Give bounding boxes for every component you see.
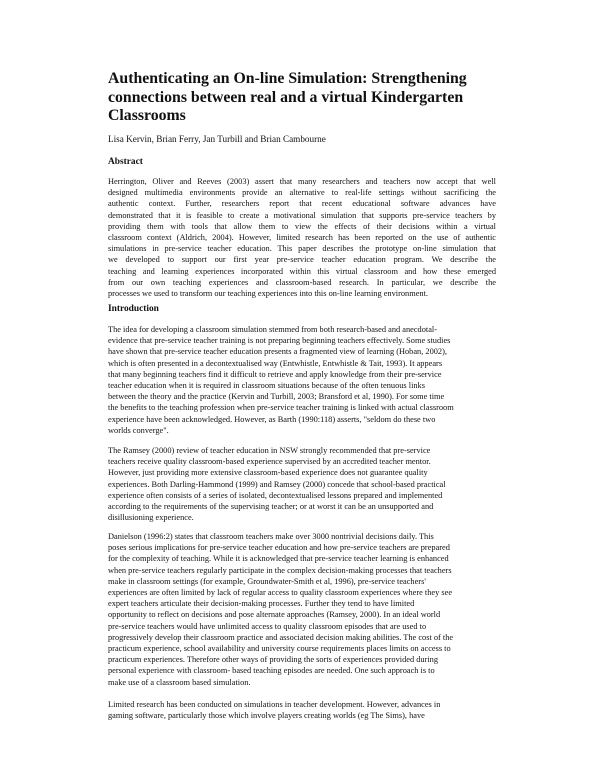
text-line: which is often presented in a decontextualised way (Entwhistle, Entwhistle & Tait, 1993). It appears (108, 358, 443, 368)
intro-paragraph-2 (108, 445, 496, 523)
text-line: progressively develop their classroom practice and associated decision making abilities. The cost of the (108, 632, 454, 642)
text-line: classroom context (Aldrich, 2004). However, limited research has been reported on the use of authentic (108, 233, 496, 243)
text-line: make in classroom settings (for example, Groundwater-Smith et al, 1996), pre-service teachers' (108, 576, 426, 586)
text-line: when pre-service teachers regularly participate in the complex decision-making processes that teachers (108, 565, 452, 575)
text-line: Herrington, Oliver and Reeves (2003) assert that many researchers and teachers now accept that well (108, 177, 496, 186)
intro-paragraph-3 (108, 531, 496, 688)
intro-paragraph-4 (108, 699, 496, 721)
text-line: experiences. Both Darling-Hammond (1999) and Ramsey (2000) concede that school-based practical (108, 479, 446, 489)
text-line: teaching and learning experiences incorporated within this virtual classroom and how these emerged (108, 266, 496, 276)
abstract-heading: Abstract (108, 157, 143, 167)
text-line: disillusioning experience. (108, 513, 194, 523)
text-line: poses serious implications for pre-service teacher education and how pre-service teachers are prepared (108, 543, 450, 553)
text-line: the benefits to the teaching profession when pre-service teacher training is linked with actual classroom (108, 403, 454, 413)
text-line: processes we used to transform our teaching experiences into this on-line learning environment. (108, 289, 428, 299)
intro-paragraph-1 (108, 324, 496, 436)
text-line: opportunity to reflect on decisions and pose alternate approaches (Ramsey, 2000). In an ideal world (108, 610, 441, 620)
title-line: Authenticating an On-line Simulation: Strengthening (108, 70, 467, 87)
text-line: between the theory and the practice (Kervin and Turbill, 2003; Bransford et al, 1990). For some time (108, 392, 445, 402)
title-line: Classrooms (108, 107, 186, 124)
text-line: have shown that pre-service teacher education presents a fragmented view of learning (Hoban, 2002), (108, 347, 447, 357)
text-line: from our own teaching experiences and classroom-based research. In particular, we describe the (108, 277, 496, 287)
text-line: simulations in pre-service teacher education. This paper describes the prototype on-line simulation that (108, 244, 496, 254)
paper-title (108, 70, 528, 126)
text-line: demonstrated that it is feasible to create a motivational simulation that supports pre-service teachers by (108, 210, 496, 220)
abstract-body (108, 176, 496, 299)
text-line: worlds converge". (108, 425, 169, 435)
text-line: providing them with tools that allow them to view the effects of their decisions within a virtual (108, 221, 496, 231)
text-line: experience often consists of a series of isolated, decontextualised lessons prepared and implemented (108, 490, 443, 500)
text-line: practicum experiences. Therefore other ways of providing the sorts of experiences provided during (108, 655, 439, 665)
text-line: However, just providing more extensive classroom-based experience does not guarantee quality (108, 468, 428, 478)
text-line: for the complexity of teaching. While it is acknowledged that pre-service teacher learning is enhanced (108, 554, 449, 564)
text-line: teachers receive quality classroom-based experience supervised by an accredited teacher mentor. (108, 457, 431, 467)
text-line: that many beginning teachers find it difficult to retrieve and apply knowledge from their pre-service (108, 369, 442, 379)
text-line: according to the requirements of the supervising teacher; or at worst it can be an unsupported and (108, 502, 434, 512)
text-line: make use of a classroom based simulation. (108, 677, 251, 687)
text-line: pre-service teachers would have unlimited access to quality classroom episodes that are used to (108, 621, 427, 631)
text-line: expert teachers articulate their decision-making processes. Further they tend to have limited (108, 599, 415, 609)
author-list: Lisa Kervin, Brian Ferry, Jan Turbill and Brian Cambourne (108, 134, 326, 144)
text-line: Danielson (1996:2) states that classroom teachers make over 3000 nontrivial decisions daily. This (108, 532, 434, 541)
introduction-heading: Introduction (108, 304, 159, 314)
text-line: designed multimedia environments provide an alternative to real-life settings without sacrificing the (108, 188, 496, 198)
text-line: evidence that pre-service teacher training is not preparing beginning teachers effectively. Some studies (108, 336, 451, 346)
text-line: experiences are often limited by lack of regular access to quality classroom experiences where they see (108, 588, 453, 598)
text-line: gaming software, particularly those which involve players creating worlds (eg The Sims), have (108, 711, 425, 721)
text-line: The Ramsey (2000) review of teacher education in NSW strongly recommended that pre-service (108, 446, 431, 455)
text-line: personal experience with classroom- based teaching episodes are needed. One such approach is to (108, 666, 435, 676)
text-line: Limited research has been conducted on simulations in teacher development. However, advances in (108, 700, 441, 709)
text-line: authentic context. Further, researchers report that recent educational software advances have (108, 199, 496, 209)
title-line: connections between real and a virtual Kindergarten (108, 88, 464, 106)
text-line: experience have been acknowledged. However, as Barth (1990:118) asserts, "seldom do these two (108, 414, 436, 424)
text-line: teacher education when it is required in classroom situations because of the often tenuous links (108, 381, 425, 391)
text-line: we developed to support our first year pre-service teacher education program. We describe the (108, 255, 496, 265)
text-line: The idea for developing a classroom simulation stemmed from both research-based and anecdotal- (108, 325, 437, 334)
text-line: practicum experience, school availability and university course requirements places limits on access to (108, 644, 451, 654)
